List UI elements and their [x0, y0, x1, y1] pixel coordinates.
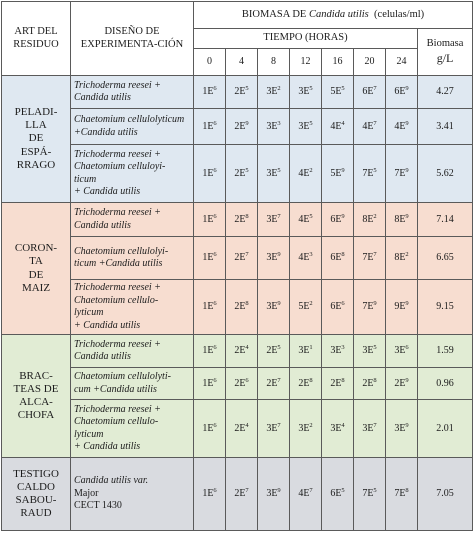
- header-hour: 20: [354, 49, 386, 76]
- cell-count: $8E^2$: [354, 203, 386, 237]
- cell-count: $2E^9$: [226, 109, 258, 145]
- cell-count: $3E^9$: [258, 280, 290, 335]
- experiment-design: Trichoderma reesei + Chaetomium cellulo- lyticum + Candida utilis: [71, 400, 194, 458]
- cell-count: $7E^9$: [386, 145, 418, 203]
- cell-count: $2E^8$: [322, 368, 354, 400]
- experiment-design: Trichoderma reesei + Chaetomium celluloyi- ticum + Candida utilis: [71, 145, 194, 203]
- biomass-gl: 4.27: [418, 76, 473, 109]
- experiment-design: Chaetomium cellulolyticum +Candida utilis: [71, 109, 194, 145]
- experiment-design: Candida utilis var. Major CECT 1430: [71, 458, 194, 531]
- header-biomasa-gl: Biomasa g/L: [418, 29, 473, 76]
- cell-count: $4E^5$: [290, 203, 322, 237]
- cell-count: $3E^9$: [258, 237, 290, 280]
- table-row: [2, 400, 473, 458]
- cell-count: $3E^1$: [290, 335, 322, 368]
- cell-count: $6E^9$: [386, 76, 418, 109]
- cell-count: $7E^5$: [354, 145, 386, 203]
- biomass-gl: 2.01: [418, 400, 473, 458]
- cell-count: $3E^7$: [258, 203, 290, 237]
- experiment-design: Trichoderma reesei + Chaetomium cellulo- lyticum + Candida utilis: [71, 280, 194, 335]
- cell-count: $7E^5$: [354, 458, 386, 531]
- cell-count: $3E^6$: [386, 335, 418, 368]
- cell-count: $3E^3$: [258, 109, 290, 145]
- header-biomasa: BIOMASA DE Candida utilis (celulas/ml): [194, 2, 473, 29]
- cell-count: $3E^7$: [354, 400, 386, 458]
- cell-count: $9E^9$: [386, 280, 418, 335]
- cell-count: $5E^2$: [290, 280, 322, 335]
- residue-label: BRAC- TEAS DE ALCA- CHOFA: [2, 335, 71, 458]
- cell-count: $7E^7$: [354, 237, 386, 280]
- cell-count: $3E^5$: [290, 76, 322, 109]
- header-hour: 12: [290, 49, 322, 76]
- biomass-gl: 9.15: [418, 280, 473, 335]
- cell-count: $1E^6$: [194, 458, 226, 531]
- cell-count: $4E^2$: [290, 145, 322, 203]
- cell-count: $1E^6$: [194, 368, 226, 400]
- header-hour: 16: [322, 49, 354, 76]
- cell-count: $1E^6$: [194, 109, 226, 145]
- cell-count: $2E^4$: [226, 335, 258, 368]
- cell-count: $4E^7$: [354, 109, 386, 145]
- header-tiempo: TIEMPO (HORAS): [194, 29, 418, 49]
- header-diseno: DISEÑO DE EXPERIMENTA-CIÓN: [71, 2, 194, 76]
- cell-count: $3E^5$: [290, 109, 322, 145]
- cell-count: $2E^8$: [354, 368, 386, 400]
- header-hour: 24: [386, 49, 418, 76]
- cell-count: $1E^6$: [194, 145, 226, 203]
- cell-count: $5E^5$: [322, 76, 354, 109]
- experiment-design: Chaetomium cellulolyi- ticum +Candida utilis: [71, 237, 194, 280]
- header-hour: 8: [258, 49, 290, 76]
- header-hour: 0: [194, 49, 226, 76]
- biomass-gl: 1.59: [418, 335, 473, 368]
- cell-count: $3E^7$: [258, 400, 290, 458]
- cell-count: $3E^5$: [258, 145, 290, 203]
- cell-count: $2E^5$: [226, 145, 258, 203]
- cell-count: $6E^5$: [322, 458, 354, 531]
- cell-count: $2E^5$: [226, 76, 258, 109]
- residue-label: CORON- TA DE MAIZ: [2, 203, 71, 335]
- biomass-gl: 5.62: [418, 145, 473, 203]
- cell-count: $2E^7$: [258, 368, 290, 400]
- cell-count: $3E^2$: [258, 76, 290, 109]
- cell-count: $6E^7$: [354, 76, 386, 109]
- experiment-design: Chaetomium cellulolyti- cum +Candida utilis: [71, 368, 194, 400]
- cell-count: $7E^9$: [354, 280, 386, 335]
- header-art-del-residuo: ART DEL RESIDUO: [2, 2, 71, 76]
- cell-count: $1E^6$: [194, 203, 226, 237]
- biomass-gl: 3.41: [418, 109, 473, 145]
- cell-count: $3E^3$: [322, 335, 354, 368]
- cell-count: $3E^9$: [258, 458, 290, 531]
- cell-count: $3E^4$: [322, 400, 354, 458]
- cell-count: $1E^6$: [194, 237, 226, 280]
- table-row: [2, 109, 473, 145]
- cell-count: $1E^6$: [194, 280, 226, 335]
- cell-count: $6E^9$: [322, 203, 354, 237]
- table-row: [2, 368, 473, 400]
- cell-count: $2E^4$: [226, 400, 258, 458]
- cell-count: $8E^2$: [386, 237, 418, 280]
- biomass-gl: 7.05: [418, 458, 473, 531]
- experiment-design: Trichoderma reesei + Candida utilis: [71, 335, 194, 368]
- cell-count: $2E^7$: [226, 237, 258, 280]
- cell-count: $2E^5$: [258, 335, 290, 368]
- biomass-table: [1, 1, 473, 531]
- cell-count: $8E^9$: [386, 203, 418, 237]
- cell-count: $2E^8$: [290, 368, 322, 400]
- table-row: [2, 203, 473, 237]
- table-row: [2, 237, 473, 280]
- biomass-gl: 6.65: [418, 237, 473, 280]
- cell-count: $2E^7$: [226, 458, 258, 531]
- table-row: [2, 280, 473, 335]
- cell-count: $1E^6$: [194, 76, 226, 109]
- table-row: [2, 458, 473, 531]
- cell-count: $5E^9$: [322, 145, 354, 203]
- cell-count: $6E^8$: [322, 237, 354, 280]
- residue-label: PELADI- LLA DE ESPÁ- RRAGO: [2, 76, 71, 203]
- cell-count: $3E^2$: [290, 400, 322, 458]
- cell-count: $2E^9$: [386, 368, 418, 400]
- cell-count: $2E^6$: [226, 368, 258, 400]
- cell-count: $1E^6$: [194, 335, 226, 368]
- cell-count: $7E^8$: [386, 458, 418, 531]
- cell-count: $4E^4$: [322, 109, 354, 145]
- cell-count: $1E^6$: [194, 400, 226, 458]
- cell-count: $4E^3$: [290, 237, 322, 280]
- experiment-design: Trichoderma reesei + Candida utilis: [71, 203, 194, 237]
- cell-count: $6E^6$: [322, 280, 354, 335]
- cell-count: $4E^7$: [290, 458, 322, 531]
- biomass-gl: 0.96: [418, 368, 473, 400]
- table-row: [2, 335, 473, 368]
- cell-count: $3E^5$: [354, 335, 386, 368]
- experiment-design: Trichoderma reesei + Candida utilis: [71, 76, 194, 109]
- table-row: [2, 76, 473, 109]
- cell-count: $2E^8$: [226, 203, 258, 237]
- biomass-gl: 7.14: [418, 203, 473, 237]
- table-row: [2, 145, 473, 203]
- cell-count: $2E^8$: [226, 280, 258, 335]
- residue-label: TESTIGO CALDO SABOU- RAUD: [2, 458, 71, 531]
- cell-count: $3E^9$: [386, 400, 418, 458]
- cell-count: $4E^9$: [386, 109, 418, 145]
- header-hour: 4: [226, 49, 258, 76]
